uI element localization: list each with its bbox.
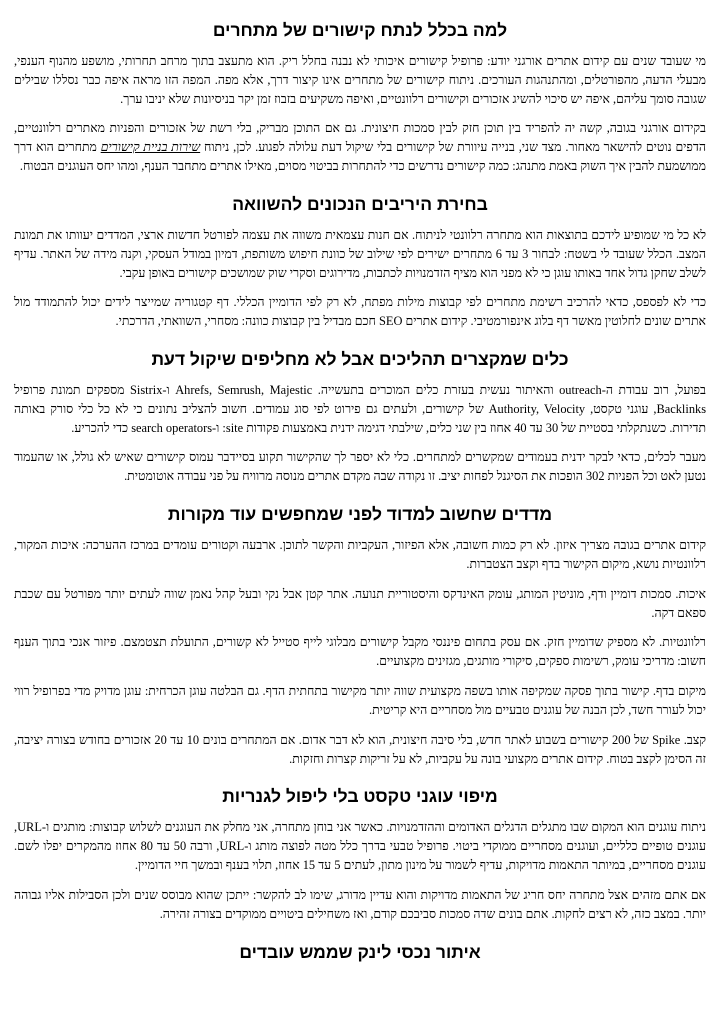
- document-section: [14, 786, 706, 923]
- section-heading: מדדים שחשוב למדוד לפני שמחפשים עוד מקורות: [167, 504, 553, 525]
- paragraph-text: בקידום אורגני בגובה, קשה יה להפריד בין תוכן חזק לבין סמכות חיצונית. גם אם התוכן מבריק, בלי רשת של אזכורים והפניות מאתרים רלוונטיים, הדפים נוטים להישאר מאחור. מצד שני, בנייה עיוורת של קישורים בלי שיקול דעת עלולה לפגוע. לכן, ניתוח: [14, 121, 706, 155]
- paragraph: קידום אתרים בגובה מצריך איזון. לא רק כמות חשובה, אלא הפיזור, העקביות והקשר לתוכן. ארבעה וקטורים עומדים במרכז ההערכה: איכות המקור, רלוונטיות נושא, מיקום הקישור בדף וקצב הצטברות.: [14, 538, 706, 571]
- paragraph: כדי לא לפספס, כדאי להרכיב רשימת מתחרים לפי קבוצות מילות מפתח, לא רק לפי הדומיין הכללי. דף קטגוריה שמייצר לידים יכול להתמודד מול אתרים שונים לחלוטין מאשר דף בלוג אינפורמטיבי. קידום אתרים SEO חכם מבדיל בין קבוצות כוונה: מסחרי, השוואתי, הדרכתי.: [14, 295, 706, 329]
- section-heading: בחירת היריבים הנכונים להשוואה: [232, 193, 488, 214]
- paragraph: לא כל מי שמופיע לידכם בתוצאות הוא מתחרה רלוונטי לניתוח. אם חנות עצמאית משווה את עצמה לפורטל חדשות ארצי, המדדים יעוותו את תמונת המצב. הכלל שעובד לי בשטח: לבחור 3 עד 6 מתחרים ישירים לפי שילוב של כוונת חיפוש משותפת, דמיון במודל העסקי, וקנה מידה של האתר. עדיף לשלב שחקן גדול אחד באותו עוגן כי לא מפני הוא מציף הזדמנויות לכתבות, מדירוגים וסקרי שוק שמושכים קישורים באופן עקבי.: [14, 227, 706, 280]
- paragraph-text: מתחרים הוא דרך ממושמעת להבין איך השוק באמת מתנהג: כמה קישורים נדרשים כדי להתחרות בביטוי מסוים, מאילו אתרים מתחבר הענף, ומהו יחס העוגנים הבטוח.: [14, 140, 706, 174]
- section-heading: כלים שמקצרים תהליכים אבל לא מחליפים שיקול דעת: [151, 349, 569, 370]
- paragraph: אם אתם מזהים אצל מתחרה יחס חריג של התאמות מדויקות והוא עדיין מדורג, שימו לב להקשר: ייתכן שהוא מבוסס שנים ולכן הסבילות אליו גבוהה יותר. במצב כזה, לא רצים לחקות. אתם בונים שדה סמכות סביבכם קודם, ואז משחילים ביטויים ממוקדים בצורה זהירה.: [14, 887, 706, 921]
- document-section: [14, 504, 706, 768]
- document-section: [14, 349, 706, 486]
- paragraph: איכות. סמכות דומיין ודף, מוניטין המותג, עומק האינדקס והיסטוריית תנועה. אתר קטן אבל נקי ובעל קהל נאמן שווה לעתים יותר מפורטל עם שכבת ספאם דקה.: [14, 586, 706, 620]
- paragraph: רלוונטיות. לא מספיק שדומיין חזק. אם עסק בתחום פיננסי מקבל קישורים מבלוגי לייף סטייל לא קשורים, התועלת תצטמצם. פיזור אנכי בתוך הענף חשוב: מדריכי עומק, רשימות ספקים, סיקורי מותגים, מגזינים מקצועיים.: [14, 635, 706, 669]
- paragraph: מי שעובד שנים עם קידום אתרים אורגני יודע: פרופיל קישורים איכותי לא נבנה בחלל ריק. הוא מתעצב בתוך מרחב תחרותי, מושפע מהנוף הענפי, מבעלי הדעה, מהפורטלים, ומהתנהגות העורכים. ניתוח קישורים של מתחרים אינו קיצור דרך, אלא מפה. המפה הזו מראה איפה כבר נסללו שבילים שגובה סומך עליהם, איפה יש סיכוי להשיג אזכורים וקישורים רלוונטיים, ואיפה משקיעים בזבוז זמן יקר בניסיונות שלא יניבו ערך.: [14, 53, 706, 106]
- inline-link[interactable]: שירות בניית קישורים: [100, 140, 201, 155]
- paragraph: ניתוח עוגנים הוא המקום שבו מתגלים הדגלים האדומים וההזדמנויות. כאשר אני בוחן מתחרה, אני מחלק את העוגנים לשלוש קבוצות: מותגים ו-URL, עוגנים טופיים כלליים, ועוגנים מסחריים ממוקדי ביטוי. פרופיל טבעי בדרך כלל מטה לפוצה מותג ו-URL, ורבה 50 עד 80 אחוז מהמקרים יפלו לשם. עוגנים מסחריים, במיותר התאמות מדויקות, עדיף לשמור על מינון מתון, לעתים 5 עד 15 אחוז, תלוי בענף ובמשך חיי הדומיין.: [14, 820, 706, 872]
- paragraph: מיקום בדף. קישור בתוך פסקה שמקיפה אותו בשפה מקצועית שווה יותר מקישור בתחתית הדף. גם הבלטה עוגן הכרחית: עוגן מדויק מדי בפרופיל רווי יכול לעורר חשד, לכן הבנה של עוגנים טבעיים מול מסחריים היא קריטית.: [14, 684, 706, 717]
- paragraph: קצב. Spike של 200 קישורים בשבוע לאתר חדש, בלי סיבה חיצונית, הוא לא דבר אדום. אם המתחרים בונים 10 עד 20 אזכורים בחודש בצורה יציבה, זה הסימן לקצב בטוח. קידום אתרים מקצועי בונה על עקביות, לא על זריקות קצרות וחזקות.: [14, 732, 706, 766]
- section-heading: איתור נכסי לינק שממש עובדים: [239, 941, 481, 962]
- paragraph-with-link: [14, 119, 706, 176]
- paragraph: בפועל, רוב עבודת ה-outreach והאיתור נעשית בעזרת כלים המוכרים בתעשייה. Ahrefs, Semrush, Majestic ו-Sistrix מספקים תמונת פרופיל Backlinks, עוגני טקסט, Authority, Velocity של קישורים, ולעתים גם פירוט לפי סוג עמודים. חשוב להצליב נתונים כי לא כל כלי סורק באותה תדירות. כשנתקלתי בסטיית של 30 עד 40 אחוז בין שני כלים, שילבתי דגימה ידנית באמצעות פקודות site: ו-search operators כדי להכריע.: [14, 382, 707, 435]
- section-heading: למה בכלל לנתח קישורים של מתחרים: [212, 20, 508, 40]
- document-section: [14, 194, 706, 331]
- section-heading: מיפוי עוגני טקסט בלי ליפול לגנריות: [222, 786, 498, 807]
- document-section: [14, 942, 706, 964]
- document-section: [14, 20, 706, 176]
- paragraph: מעבר לכלים, כדאי לבקר ידנית בעמודים שמקשרים למתחרים. כלי לא יספר לך שהקישור תקוע בסיידבר עמוס קישורים שאיש לא גולל, או שהעמוד נטען לאט וכל הפניות 302 הופכות את הסיגנל לפחות יציב. זו נקודה שבה מקדם אתרים מנוסה מרוויח על פני עבודה אוטומטית.: [14, 450, 706, 484]
